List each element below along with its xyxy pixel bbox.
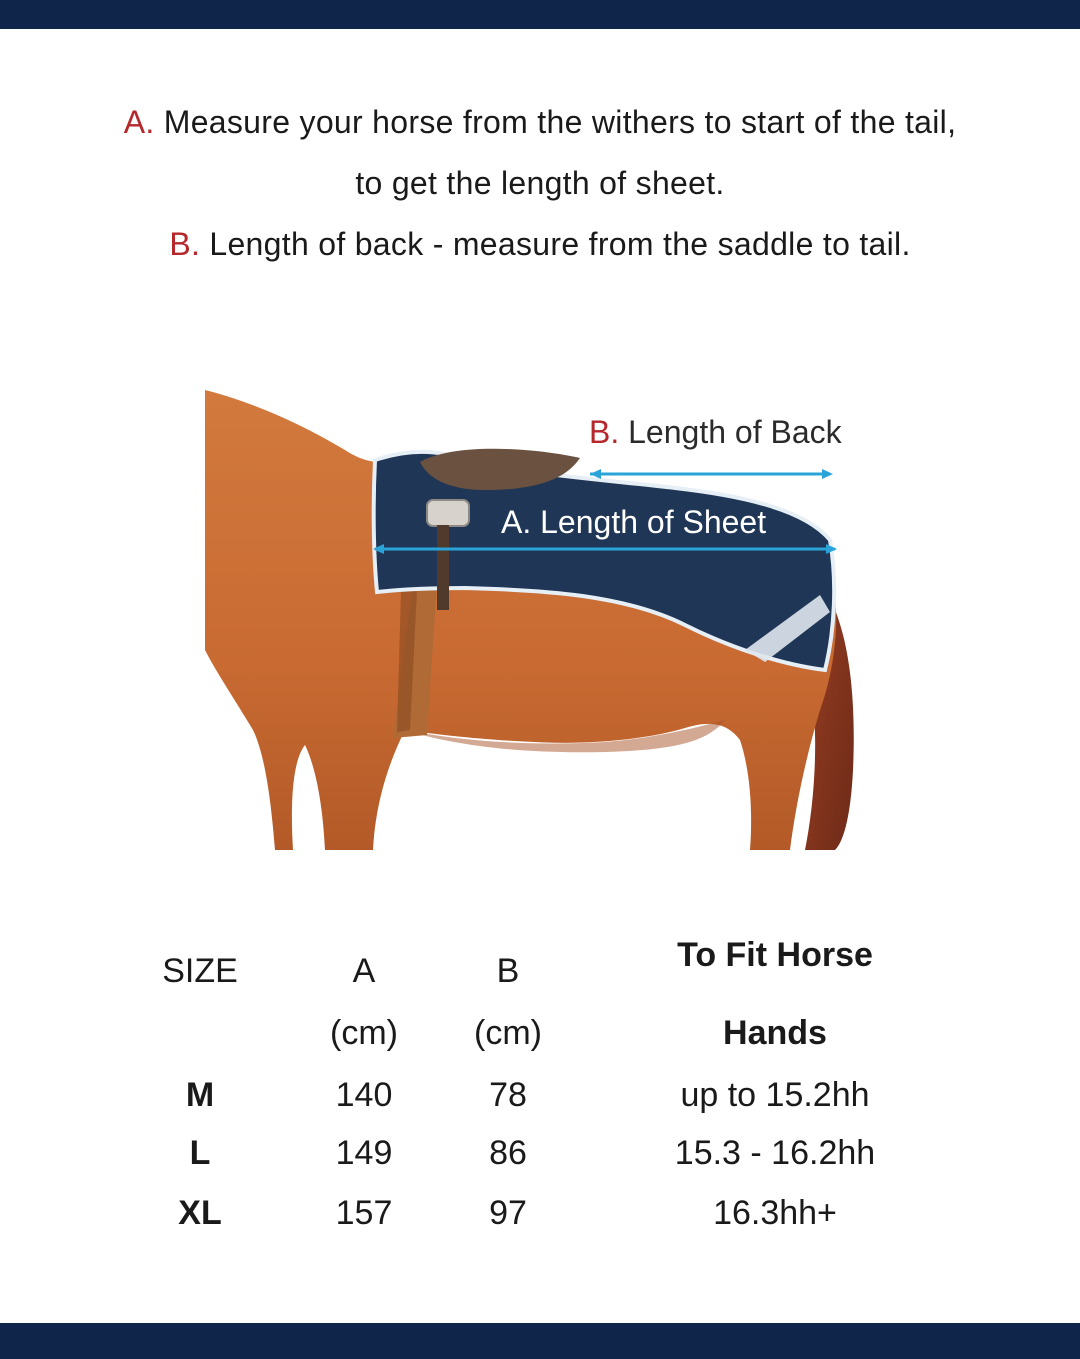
label-length-of-back [589,414,842,451]
row-b: 97 [489,1194,527,1232]
row-size: XL [178,1194,222,1232]
row-fit: up to 15.2hh [680,1076,870,1114]
row-a: 149 [335,1134,393,1172]
header-a: A [352,952,376,990]
header-fit-line2: Hands [723,1014,827,1052]
stirrup [427,500,469,526]
row-fit: 15.3 - 16.2hh [674,1134,876,1172]
instruction-line-a-cont [0,165,1080,202]
header-a-unit: (cm) [330,1014,398,1052]
row-b: 86 [489,1134,527,1172]
bottom-banner-bar [0,1323,1080,1359]
row-fit: 16.3hh+ [713,1194,837,1232]
row-a: 157 [335,1194,393,1232]
label-length-of-sheet: A. Length of Sheet [501,504,767,540]
row-size: M [185,1076,215,1114]
header-fit-line1: To Fit Horse [677,936,873,974]
header-b-unit: (cm) [474,1014,542,1052]
instruction-a-text-cont: to get the length of sheet. [355,165,725,201]
length-of-back-arrow [590,469,833,479]
row-size: L [189,1134,211,1172]
header-b: B [496,952,520,990]
marker-a: A. [123,104,155,140]
marker-b: B. [169,226,201,262]
instruction-b-text: Length of back - measure from the saddle to tail. [200,226,911,262]
top-banner-bar [0,0,1080,29]
label-b-text: Length of Back [619,414,842,450]
label-b-marker: B. [589,414,620,450]
row-a: 140 [335,1076,393,1114]
instruction-line-b [0,226,1080,263]
header-size: SIZE [162,952,238,990]
row-b: 78 [489,1076,527,1114]
instruction-line-a [0,104,1080,141]
instruction-a-text: Measure your horse from the withers to start of the tail, [154,104,957,140]
